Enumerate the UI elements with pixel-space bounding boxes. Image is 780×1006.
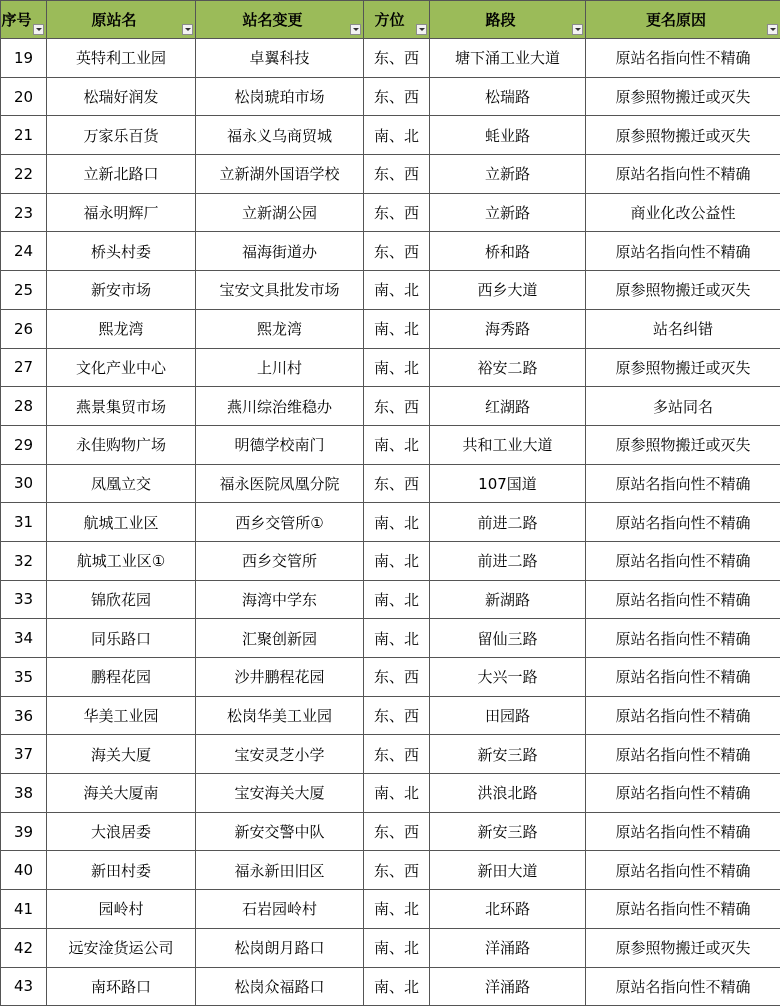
cell-road[interactable]: 西乡大道	[430, 271, 586, 310]
cell-reason[interactable]: 原站名指向性不精确	[586, 851, 780, 890]
cell-original-name[interactable]: 熙龙湾	[47, 309, 196, 348]
table-row	[1, 232, 780, 271]
cell-new-name[interactable]: 立新湖公园	[196, 193, 364, 232]
cell-index[interactable]: 36	[1, 696, 47, 735]
cell-index[interactable]: 22	[1, 155, 47, 194]
cell-original-name[interactable]: 海关大厦南	[47, 774, 196, 813]
cell-reason[interactable]: 多站同名	[586, 387, 780, 426]
table-row	[1, 155, 780, 194]
cell-index[interactable]: 35	[1, 658, 47, 697]
cell-reason[interactable]: 原站名指向性不精确	[586, 658, 780, 697]
cell-road[interactable]: 海秀路	[430, 309, 586, 348]
cell-road[interactable]: 松瑞路	[430, 77, 586, 116]
cell-reason[interactable]: 原参照物搬迁或灭失	[586, 77, 780, 116]
cell-new-name[interactable]: 新安交警中队	[196, 812, 364, 851]
cell-original-name[interactable]: 凤凰立交	[47, 464, 196, 503]
cell-index[interactable]: 25	[1, 271, 47, 310]
cell-index[interactable]: 23	[1, 193, 47, 232]
cell-road[interactable]: 新湖路	[430, 580, 586, 619]
cell-reason[interactable]: 原站名指向性不精确	[586, 503, 780, 542]
cell-direction[interactable]: 东、西	[364, 193, 430, 232]
cell-reason[interactable]: 原站名指向性不精确	[586, 464, 780, 503]
header-new-name	[196, 1, 364, 39]
cell-road[interactable]: 107国道	[430, 464, 586, 503]
cell-road[interactable]: 立新路	[430, 193, 586, 232]
table-row	[1, 774, 780, 813]
filter-dropdown-icon[interactable]	[416, 24, 427, 35]
cell-new-name[interactable]: 西乡交管所	[196, 541, 364, 580]
cell-direction[interactable]: 南、北	[364, 271, 430, 310]
cell-reason[interactable]: 原站名指向性不精确	[586, 580, 780, 619]
cell-original-name[interactable]: 远安淦货运公司	[47, 928, 196, 967]
cell-index[interactable]: 40	[1, 851, 47, 890]
cell-new-name[interactable]: 明德学校南门	[196, 425, 364, 464]
cell-road[interactable]: 桥和路	[430, 232, 586, 271]
cell-new-name[interactable]: 福永新田旧区	[196, 851, 364, 890]
header-row	[1, 1, 780, 39]
cell-new-name[interactable]: 石岩园岭村	[196, 890, 364, 929]
cell-original-name[interactable]: 南环路口	[47, 967, 196, 1006]
table-row	[1, 464, 780, 503]
cell-road[interactable]: 田园路	[430, 696, 586, 735]
cell-direction[interactable]: 东、西	[364, 812, 430, 851]
cell-original-name[interactable]: 海关大厦	[47, 735, 196, 774]
cell-reason[interactable]: 原参照物搬迁或灭失	[586, 116, 780, 155]
cell-reason[interactable]: 原站名指向性不精确	[586, 735, 780, 774]
cell-index[interactable]: 33	[1, 580, 47, 619]
cell-reason[interactable]: 原站名指向性不精确	[586, 39, 780, 78]
cell-direction[interactable]: 东、西	[364, 851, 430, 890]
cell-original-name[interactable]: 航城工业区	[47, 503, 196, 542]
cell-index[interactable]: 39	[1, 812, 47, 851]
table-row	[1, 541, 780, 580]
cell-road[interactable]: 洋涌路	[430, 928, 586, 967]
table-row	[1, 812, 780, 851]
cell-new-name[interactable]: 立新湖外国语学校	[196, 155, 364, 194]
header-reason	[586, 1, 780, 39]
cell-reason[interactable]: 原参照物搬迁或灭失	[586, 928, 780, 967]
cell-reason[interactable]: 原参照物搬迁或灭失	[586, 425, 780, 464]
cell-reason[interactable]: 原站名指向性不精确	[586, 619, 780, 658]
cell-new-name[interactable]: 松岗朗月路口	[196, 928, 364, 967]
header-original-name	[47, 1, 196, 39]
cell-index[interactable]: 26	[1, 309, 47, 348]
cell-index[interactable]: 37	[1, 735, 47, 774]
cell-reason[interactable]: 原站名指向性不精确	[586, 774, 780, 813]
table-row	[1, 619, 780, 658]
cell-road[interactable]: 红湖路	[430, 387, 586, 426]
header-index	[1, 1, 47, 39]
cell-reason[interactable]: 原站名指向性不精确	[586, 890, 780, 929]
header-label: 路段	[485, 11, 515, 29]
cell-new-name[interactable]: 燕川综治维稳办	[196, 387, 364, 426]
cell-new-name[interactable]: 宝安海关大厦	[196, 774, 364, 813]
table-row	[1, 503, 780, 542]
table-row	[1, 39, 780, 78]
table-row	[1, 967, 780, 1006]
cell-direction[interactable]: 南、北	[364, 309, 430, 348]
cell-new-name[interactable]: 福永医院凤凰分院	[196, 464, 364, 503]
cell-road[interactable]: 蚝业路	[430, 116, 586, 155]
header-direction	[364, 1, 430, 39]
cell-index[interactable]: 21	[1, 116, 47, 155]
cell-road[interactable]: 洪浪北路	[430, 774, 586, 813]
cell-reason[interactable]: 原站名指向性不精确	[586, 812, 780, 851]
cell-reason[interactable]: 原参照物搬迁或灭失	[586, 348, 780, 387]
cell-new-name[interactable]: 沙井鹏程花园	[196, 658, 364, 697]
cell-direction[interactable]: 南、北	[364, 503, 430, 542]
cell-original-name[interactable]: 园岭村	[47, 890, 196, 929]
cell-new-name[interactable]: 宝安灵芝小学	[196, 735, 364, 774]
filter-dropdown-icon[interactable]	[182, 24, 193, 35]
cell-direction[interactable]: 东、西	[364, 387, 430, 426]
cell-index[interactable]: 31	[1, 503, 47, 542]
cell-new-name[interactable]: 海湾中学东	[196, 580, 364, 619]
filter-dropdown-icon[interactable]	[33, 24, 44, 35]
cell-original-name[interactable]: 桥头村委	[47, 232, 196, 271]
cell-new-name[interactable]: 松岗华美工业园	[196, 696, 364, 735]
cell-original-name[interactable]: 华美工业园	[47, 696, 196, 735]
filter-dropdown-icon[interactable]	[767, 24, 778, 35]
cell-original-name[interactable]: 燕景集贸市场	[47, 387, 196, 426]
cell-road[interactable]: 共和工业大道	[430, 425, 586, 464]
cell-direction[interactable]: 东、西	[364, 232, 430, 271]
header-label: 原站名	[91, 11, 136, 29]
cell-index[interactable]: 24	[1, 232, 47, 271]
table-row	[1, 851, 780, 890]
cell-reason[interactable]: 站名纠错	[586, 309, 780, 348]
filter-dropdown-icon[interactable]	[350, 24, 361, 35]
header-label: 序号	[1, 11, 31, 29]
filter-dropdown-icon[interactable]	[572, 24, 583, 35]
table-row	[1, 425, 780, 464]
table-row	[1, 116, 780, 155]
cell-road[interactable]: 裕安二路	[430, 348, 586, 387]
cell-new-name[interactable]: 福永义乌商贸城	[196, 116, 364, 155]
cell-direction[interactable]: 东、西	[364, 155, 430, 194]
table-row	[1, 309, 780, 348]
cell-direction[interactable]: 东、西	[364, 658, 430, 697]
cell-new-name[interactable]: 上川村	[196, 348, 364, 387]
table-row	[1, 735, 780, 774]
table-row	[1, 580, 780, 619]
cell-direction[interactable]: 南、北	[364, 541, 430, 580]
cell-new-name[interactable]: 福海街道办	[196, 232, 364, 271]
cell-new-name[interactable]: 汇聚创新园	[196, 619, 364, 658]
cell-road[interactable]: 北环路	[430, 890, 586, 929]
cell-reason[interactable]: 原站名指向性不精确	[586, 541, 780, 580]
cell-reason[interactable]: 原站名指向性不精确	[586, 232, 780, 271]
cell-direction[interactable]: 东、西	[364, 464, 430, 503]
cell-road[interactable]: 塘下涌工业大道	[430, 39, 586, 78]
cell-road[interactable]: 新安三路	[430, 735, 586, 774]
cell-new-name[interactable]: 熙龙湾	[196, 309, 364, 348]
cell-index[interactable]: 38	[1, 774, 47, 813]
cell-direction[interactable]: 南、北	[364, 348, 430, 387]
table-row	[1, 348, 780, 387]
cell-reason[interactable]: 原站名指向性不精确	[586, 967, 780, 1006]
cell-index[interactable]: 42	[1, 928, 47, 967]
header-label: 方位	[374, 11, 404, 29]
cell-index[interactable]: 28	[1, 387, 47, 426]
table-row	[1, 928, 780, 967]
cell-road[interactable]: 新安三路	[430, 812, 586, 851]
cell-original-name[interactable]: 新安市场	[47, 271, 196, 310]
cell-new-name[interactable]: 西乡交管所①	[196, 503, 364, 542]
table-row	[1, 658, 780, 697]
cell-original-name[interactable]: 永佳购物广场	[47, 425, 196, 464]
cell-new-name[interactable]: 宝安文具批发市场	[196, 271, 364, 310]
cell-direction[interactable]: 南、北	[364, 967, 430, 1006]
header-label: 更名原因	[646, 11, 706, 29]
cell-road[interactable]: 立新路	[430, 155, 586, 194]
cell-index[interactable]: 20	[1, 77, 47, 116]
cell-reason[interactable]: 原站名指向性不精确	[586, 696, 780, 735]
cell-road[interactable]: 前进二路	[430, 541, 586, 580]
cell-road[interactable]: 新田大道	[430, 851, 586, 890]
cell-direction[interactable]: 南、北	[364, 928, 430, 967]
cell-direction[interactable]: 南、北	[364, 890, 430, 929]
cell-original-name[interactable]: 立新北路口	[47, 155, 196, 194]
table-row	[1, 387, 780, 426]
cell-index[interactable]: 32	[1, 541, 47, 580]
cell-index[interactable]: 41	[1, 890, 47, 929]
cell-direction[interactable]: 南、北	[364, 580, 430, 619]
cell-direction[interactable]: 东、西	[364, 77, 430, 116]
table-row	[1, 271, 780, 310]
cell-new-name[interactable]: 卓翼科技	[196, 39, 364, 78]
cell-direction[interactable]: 南、北	[364, 774, 430, 813]
cell-index[interactable]: 30	[1, 464, 47, 503]
cell-road[interactable]: 大兴一路	[430, 658, 586, 697]
cell-road[interactable]: 洋涌路	[430, 967, 586, 1006]
cell-original-name[interactable]: 锦欣花园	[47, 580, 196, 619]
cell-original-name[interactable]: 航城工业区①	[47, 541, 196, 580]
cell-road[interactable]: 前进二路	[430, 503, 586, 542]
cell-direction[interactable]: 东、西	[364, 735, 430, 774]
cell-direction[interactable]: 东、西	[364, 39, 430, 78]
cell-index[interactable]: 29	[1, 425, 47, 464]
cell-reason[interactable]: 原站名指向性不精确	[586, 155, 780, 194]
header-road	[430, 1, 586, 39]
cell-original-name[interactable]: 文化产业中心	[47, 348, 196, 387]
table-row	[1, 77, 780, 116]
cell-road[interactable]: 留仙三路	[430, 619, 586, 658]
cell-original-name[interactable]: 英特利工业园	[47, 39, 196, 78]
cell-new-name[interactable]: 松岗琥珀市场	[196, 77, 364, 116]
table-row	[1, 193, 780, 232]
cell-new-name[interactable]: 松岗众福路口	[196, 967, 364, 1006]
cell-direction[interactable]: 东、西	[364, 696, 430, 735]
cell-original-name[interactable]: 福永明辉厂	[47, 193, 196, 232]
cell-index[interactable]: 34	[1, 619, 47, 658]
cell-original-name[interactable]: 同乐路口	[47, 619, 196, 658]
cell-original-name[interactable]: 大浪居委	[47, 812, 196, 851]
cell-reason[interactable]: 原参照物搬迁或灭失	[586, 271, 780, 310]
cell-reason[interactable]: 商业化改公益性	[586, 193, 780, 232]
cell-index[interactable]: 27	[1, 348, 47, 387]
table-row	[1, 696, 780, 735]
table-row	[1, 890, 780, 929]
cell-direction[interactable]: 南、北	[364, 116, 430, 155]
cell-original-name[interactable]: 新田村委	[47, 851, 196, 890]
cell-original-name[interactable]: 万家乐百货	[47, 116, 196, 155]
cell-original-name[interactable]: 鹏程花园	[47, 658, 196, 697]
cell-direction[interactable]: 南、北	[364, 425, 430, 464]
cell-index[interactable]: 19	[1, 39, 47, 78]
cell-original-name[interactable]: 松瑞好润发	[47, 77, 196, 116]
cell-direction[interactable]: 南、北	[364, 619, 430, 658]
cell-index[interactable]: 43	[1, 967, 47, 1006]
header-label: 站名变更	[242, 11, 302, 29]
